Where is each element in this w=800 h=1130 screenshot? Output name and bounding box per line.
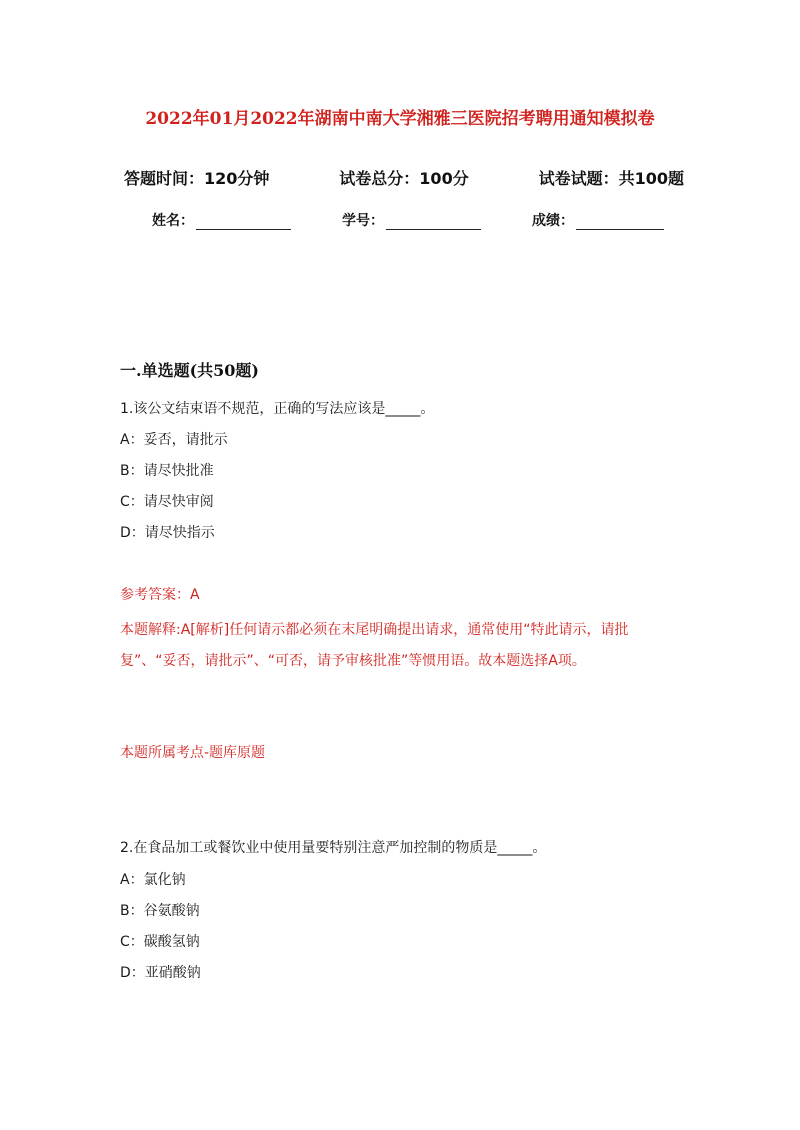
question-1-option-a: A：妥否，请批示 — [120, 432, 228, 448]
question-1-option-d: D：请尽快指示 — [120, 525, 215, 541]
student-info — [152, 210, 672, 230]
name-blank — [196, 213, 291, 230]
score-blank — [576, 213, 664, 230]
exam-total-score: 试卷总分：100分 — [339, 169, 469, 188]
exam-question-count: 试卷试题：共100题 — [538, 169, 684, 188]
question-2-option-d: D：亚硝酸钠 — [120, 965, 201, 981]
question-1-explanation: 本题解释:A[解析]任何请示都必须在末尾明确提出请求，通常使用“特此请示，请批复”、“妥否，请批示”、“可否，请予审核批准”等惯用语。故本题选择A项。 — [120, 622, 629, 669]
number-label: 学号： — [342, 213, 384, 229]
name-label: 姓名： — [152, 213, 194, 229]
question-2-option-b: B：谷氨酸钠 — [120, 903, 200, 919]
exam-meta — [124, 166, 684, 189]
section-title: 一.单选题(共50题) — [120, 361, 259, 380]
score-label: 成绩： — [532, 213, 574, 229]
question-2-option-a: A：氯化钠 — [120, 872, 186, 888]
number-blank — [386, 213, 481, 230]
question-2-stem: 2.在食品加工或餐饮业中使用量要特别注意严加控制的物质是_____。 — [120, 840, 547, 856]
question-1-answer: 参考答案：A — [120, 587, 200, 603]
score-field — [532, 210, 664, 230]
exam-time: 答题时间：120分钟 — [124, 169, 270, 188]
question-1-option-c: C：请尽快审阅 — [120, 494, 214, 510]
page-title: 2022年01月2022年湖南中南大学湘雅三医院招考聘用通知模拟卷 — [145, 109, 655, 129]
question-2-option-c: C：碳酸氢钠 — [120, 934, 200, 950]
question-1-source: 本题所属考点-题库原题 — [120, 745, 266, 761]
question-1-stem: 1.该公文结束语不规范，正确的写法应该是_____。 — [120, 401, 435, 417]
number-field — [342, 210, 532, 230]
name-field — [152, 210, 342, 230]
question-1-option-b: B：请尽快批准 — [120, 463, 214, 479]
